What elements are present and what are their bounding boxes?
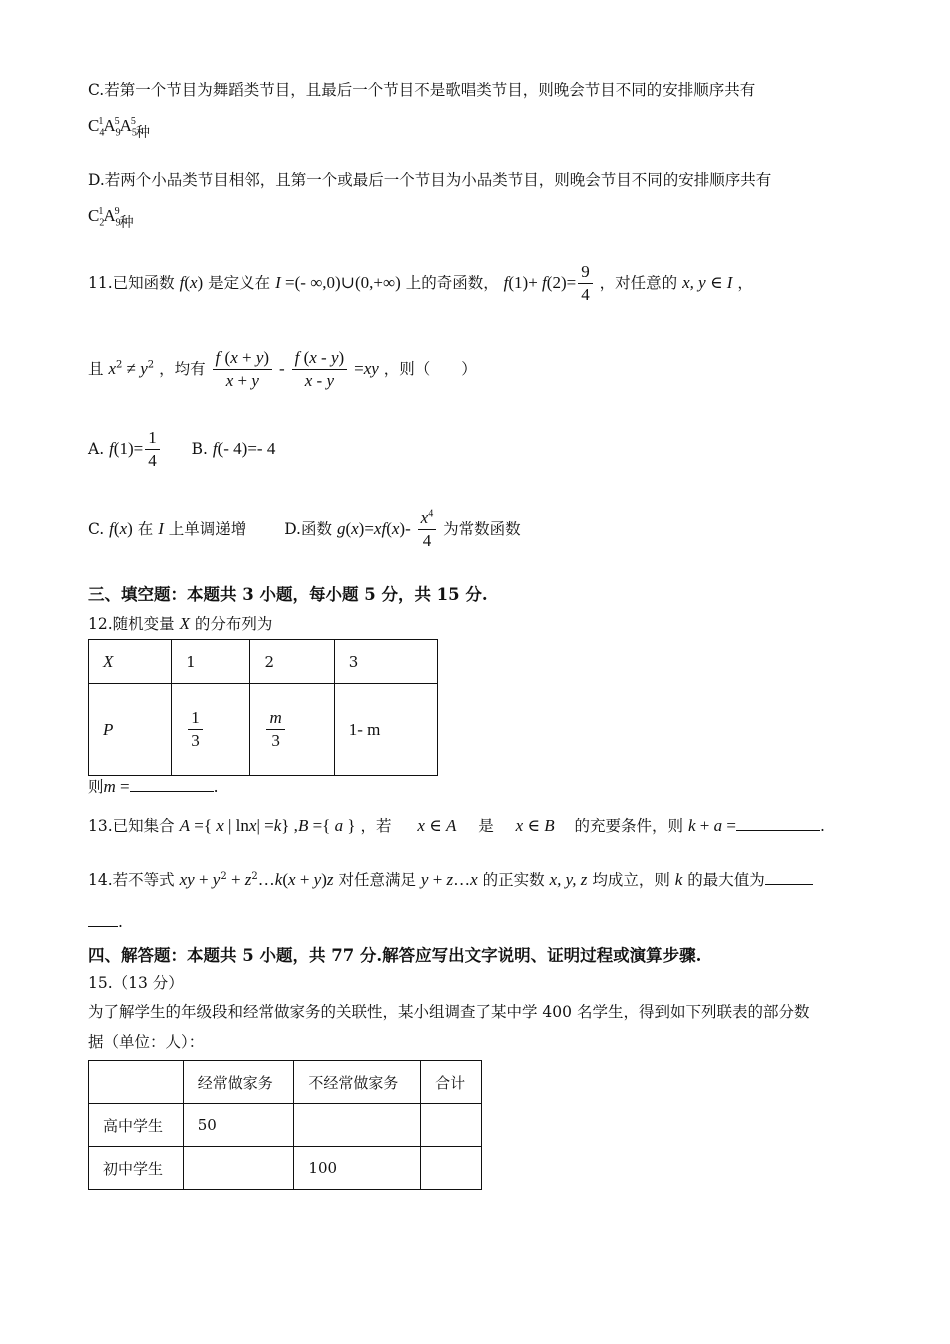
q11-options-ab: A. f(1)= $\frac{1}{4}$ B. f(- 4)=- 4: [88, 428, 276, 471]
answer-blank[interactable]: [130, 777, 214, 792]
table-cell: 1: [172, 640, 250, 684]
q10-option-c-text: C.若第一个节目为舞蹈类节目，且最后一个节目不是歌唱类节目，则晚会节目不同的安排顺序共有: [88, 81, 756, 99]
table-cell: $\frac{1}{3}$: [172, 684, 250, 776]
table-cell: 100: [294, 1147, 421, 1190]
table-cell: P: [89, 684, 172, 776]
q15-label: 15.（13 分）: [88, 974, 184, 992]
q12-answer-line: 则m = .: [88, 777, 219, 796]
table-cell: [89, 1061, 184, 1104]
table-cell: 50: [183, 1104, 294, 1147]
q11-options-cd: C. f(x) 在 I 上单调递增 D.函数 g(x)=xf(x)- $\frac{x^4}{4}$ 为常数函数: [88, 508, 521, 551]
q15-text-line2: 据（单位：人）：: [88, 1033, 205, 1051]
q15-text-line1: 为了解学生的年级段和经常做家务的关联性，某小组调查了某中学 400 名学生，得到如下列联表的部分数: [88, 1003, 810, 1021]
table-cell: 不经常做家务: [294, 1061, 421, 1104]
answer-blank[interactable]: [736, 816, 820, 831]
table-cell: [421, 1147, 482, 1190]
table-cell: 初中学生: [89, 1147, 184, 1190]
table-cell: $\frac{m}{3}$: [250, 684, 334, 776]
q10-option-d-text: D.若两个小品类节目相邻，且第一个或最后一个节目为小品类节目，则晚会节目不同的安排顺序共有: [88, 171, 772, 189]
table-cell: [183, 1147, 294, 1190]
q15-contingency-table: [88, 1060, 482, 1190]
table-cell: 1- m: [334, 684, 437, 776]
answer-blank[interactable]: [88, 912, 118, 927]
table-cell: 经常做家务: [183, 1061, 294, 1104]
section4-heading: 四、解答题：本题共 5 小题，共 77 分.解答应写出文字说明、证明过程或演算步骤.: [88, 946, 702, 965]
q10-option-c-formula: $C_4^1A_9^5A_5^5$种: [88, 116, 150, 141]
q12-distribution-table: [88, 639, 438, 776]
table-cell: [294, 1104, 421, 1147]
table-cell: 2: [250, 640, 334, 684]
table-cell: 合计: [421, 1061, 482, 1104]
q11-stem: 11.已知函数 f(x) 是定义在 I =(- ∞,0)∪(0,+∞) 上的奇函数， f(1)+ f(2)= $\frac{9}{4}$ ，对任意的 x, y ∈ I ，: [88, 262, 753, 305]
table-row: [89, 1147, 482, 1190]
table-cell: 3: [334, 640, 437, 684]
q12-stem: 12.随机变量 X 的分布列为: [88, 614, 273, 633]
q13-stem: 13.已知集合 A ={ x | lnx| =k} ,B ={ a } ，若 x ∈ A 是 x ∈ B 的充要条件，则 k + a = .: [88, 816, 825, 835]
table-cell: X: [89, 640, 172, 684]
answer-blank[interactable]: [765, 870, 813, 885]
q11-condition: 且 $x^2 \ne y^2$ ，均有 $\frac{f (x + y)}{x + y}$ - $\frac{f (x - y)}{x - y}$ =xy ，则（ ）: [88, 348, 477, 391]
q14-stem: 14.若不等式 xy + $y^2$ + $z^2\dots k(x + y)z$ 对任意满足 y + z…x 的正实数 x, y, z 均成立，则 k 的最大值为: [88, 868, 813, 892]
table-cell: [421, 1104, 482, 1147]
table-row: [89, 1104, 482, 1147]
section3-heading: 三、填空题：本题共 3 小题，每小题 5 分，共 15 分.: [88, 585, 488, 604]
q14-blank-continuation: .: [88, 912, 123, 934]
q10-option-d-formula: $C_2^1A_9^9$种: [88, 206, 134, 231]
table-cell: 高中学生: [89, 1104, 184, 1147]
